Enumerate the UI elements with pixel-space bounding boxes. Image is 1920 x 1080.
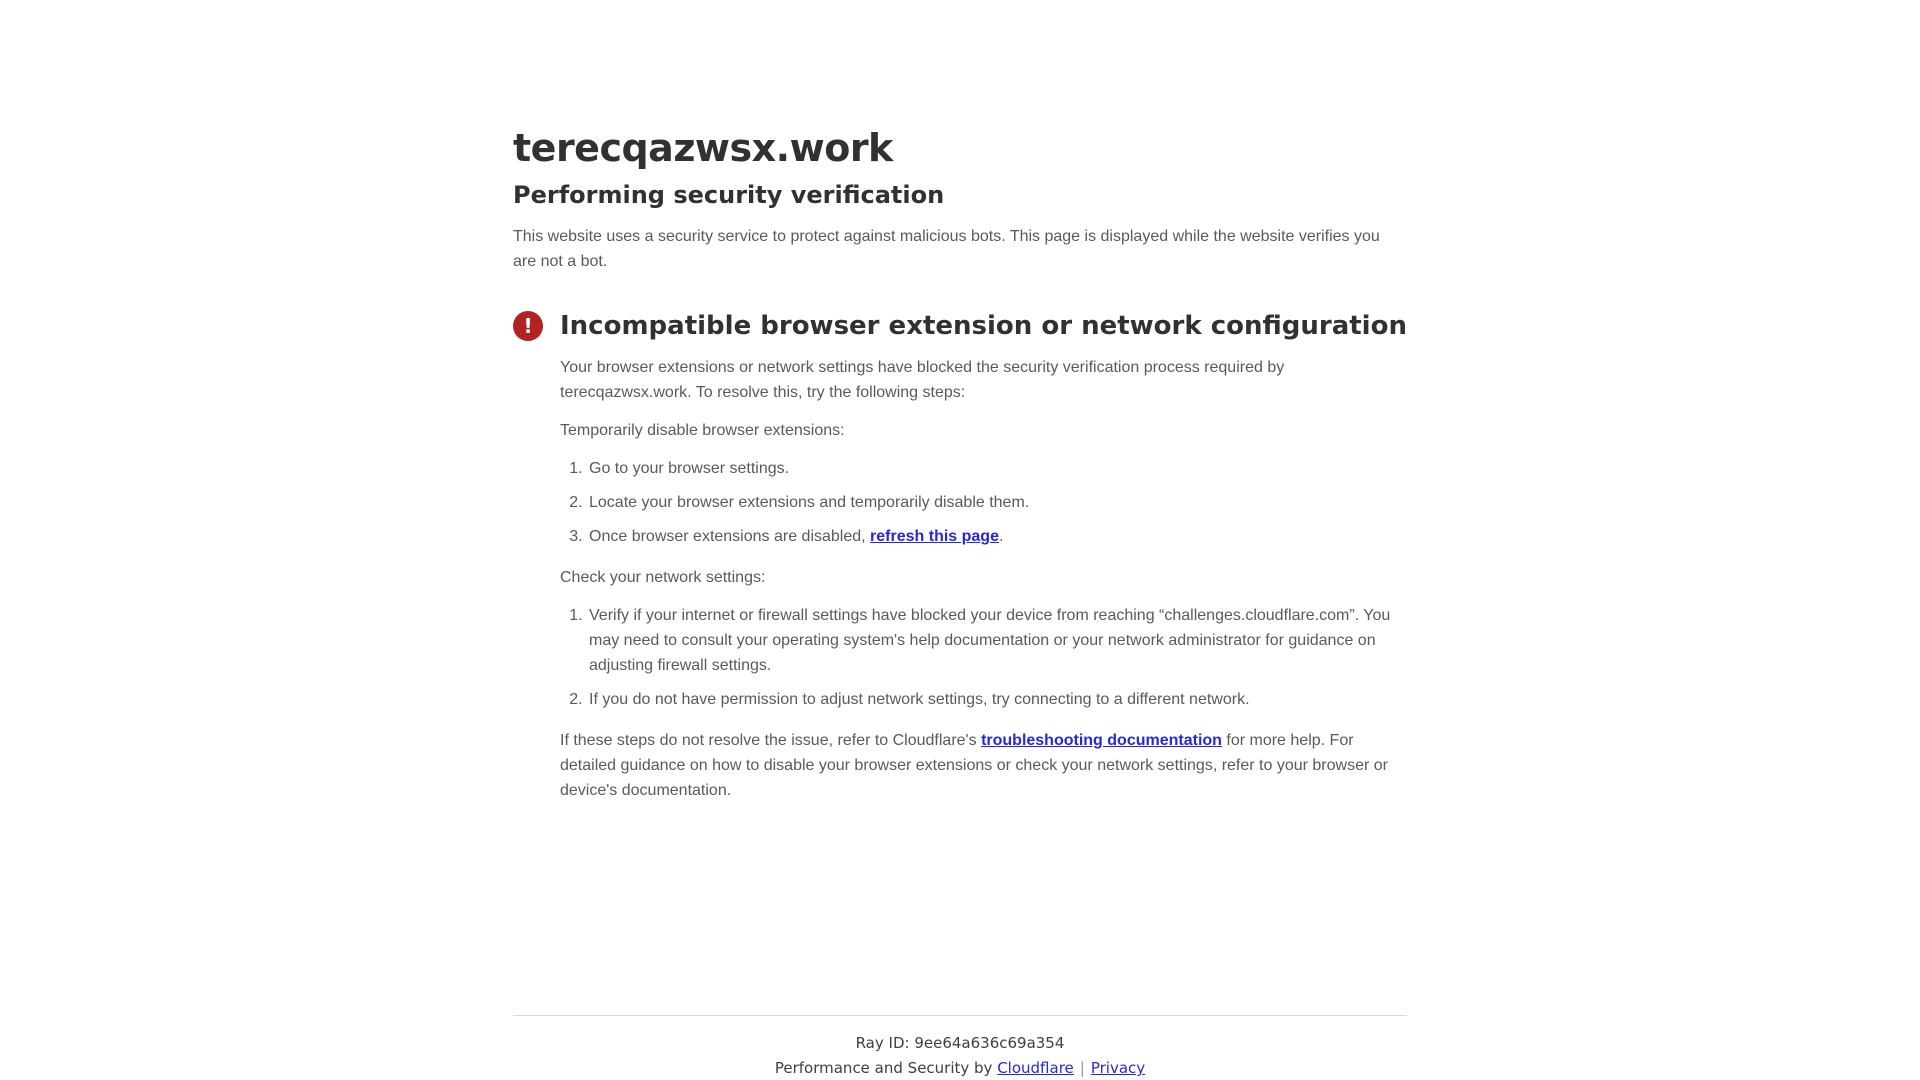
- page-footer: [513, 1015, 1407, 1079]
- footer-divider: [513, 1015, 1407, 1016]
- error-heading: Incompatible browser extension or network configuration: [560, 310, 1407, 341]
- page-subtitle: Performing security verification: [513, 180, 945, 209]
- challenge-page: [513, 0, 1407, 1079]
- list-item: [587, 524, 1407, 549]
- privacy-link[interactable]: Privacy: [1090, 1059, 1146, 1078]
- exclamation-circle-icon: !: [513, 311, 543, 341]
- network-label: Check your network settings:: [560, 569, 766, 587]
- list-item: 2. If you do not have permission to adjust network settings, try connecting to a different network.: [587, 687, 1407, 712]
- error-section-header: [513, 310, 1407, 343]
- extensions-label: Temporarily disable browser extensions:: [560, 422, 845, 440]
- list-item: 1. Go to your browser settings.: [587, 456, 1407, 481]
- page-title: terecqazwsx.work: [513, 126, 893, 170]
- list-item: 1. Verify if your internet or firewall settings have blocked your device from reaching “challenges.cloudflare.com”. You may need to consult your operating system's help documentation or your network administrator for guidance on adjusting firewall settings.: [587, 603, 1407, 678]
- performance-text: Performance and Security by: [774, 1059, 998, 1078]
- refresh-page-link[interactable]: refresh this page: [870, 528, 999, 546]
- step-text: .: [998, 528, 1004, 546]
- ray-id-label: Ray ID:: [855, 1034, 915, 1053]
- step-text: Once browser extensions are disabled,: [589, 528, 871, 546]
- list-item: 2. Locate your browser extensions and temporarily disable them.: [587, 490, 1407, 515]
- error-section: [513, 310, 1407, 804]
- error-section-body: [560, 355, 1407, 803]
- cloudflare-link[interactable]: Cloudflare: [997, 1059, 1074, 1078]
- help-text-prefix: If these steps do not resolve the issue, refer to Cloudflare's: [560, 732, 982, 750]
- network-steps-list: [560, 603, 1407, 712]
- ray-id-value: 9ee64a636c69a354: [914, 1034, 1065, 1053]
- footer-separator: |: [1079, 1059, 1085, 1078]
- error-intro-text: Your browser extensions or network settings have blocked the security verification process required by terecqazwsx.work. To resolve this, try the following steps:: [560, 359, 1285, 402]
- help-text: [560, 728, 1407, 803]
- footer-text: [513, 1032, 1407, 1079]
- help-text-suffix: for more help. For detailed guidance on how to disable your browser extensions or check your network settings, refer to your browser or device's documentation.: [560, 732, 1388, 800]
- ray-id-row: [513, 1032, 1407, 1054]
- extension-steps-list: [560, 456, 1407, 549]
- troubleshooting-docs-link[interactable]: troubleshooting documentation: [981, 732, 1222, 750]
- intro-text: This website uses a security service to protect against malicious bots. This page is displayed while the website verifies you are not a bot.: [513, 227, 1380, 270]
- performance-row: [513, 1057, 1407, 1079]
